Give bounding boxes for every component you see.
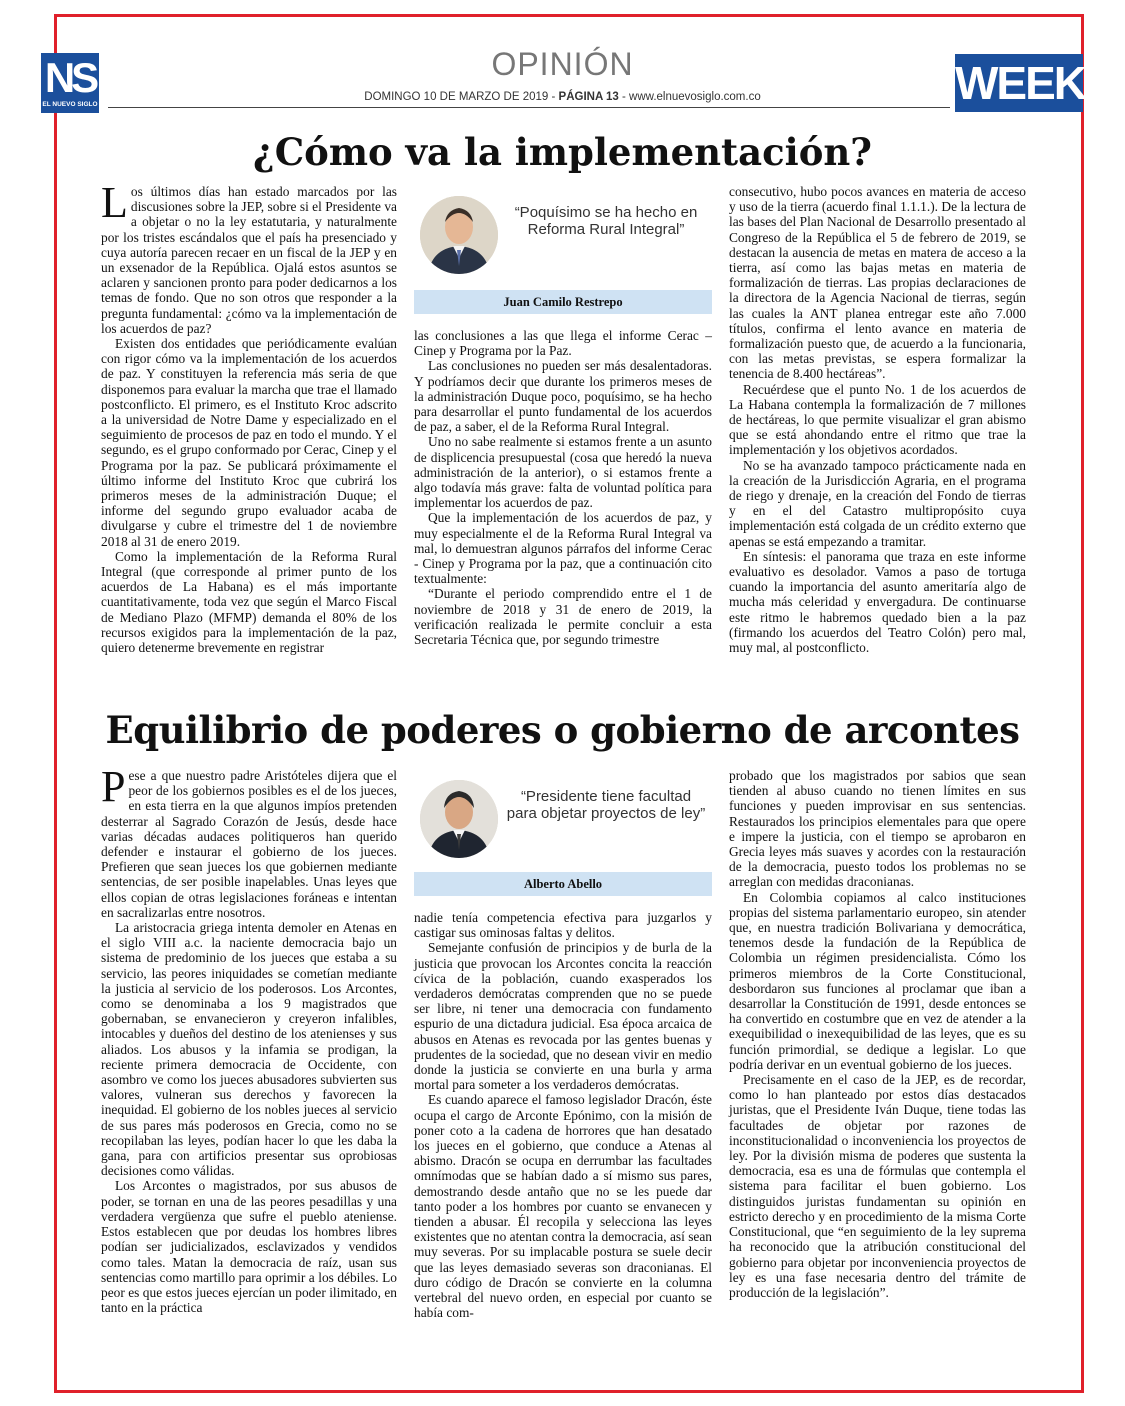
section-title: OPINIÓN bbox=[491, 46, 634, 82]
paragraph bbox=[414, 910, 712, 940]
week-logo: WEEK bbox=[955, 54, 1083, 112]
paragraph-text: Uno no sabe realmente si estamos frente a un asunto de displicencia presupuestal (cosa que heredó la nueva administración de la anterior), o si estamos frente a algo todavía más grave: falta de voluntad política para implementar los acuerdos de paz. bbox=[414, 434, 712, 511]
article2-pull-quote-box bbox=[414, 772, 712, 896]
paragraph-text: Que la implementación de los acuerdos de paz, y muy especialmente el de la Reforma Rural Integral va mal, lo demuestran algunos párrafos del informe Cerac - Cinep y Programa por la paz, que a continuación cito textualmente: bbox=[414, 510, 712, 587]
paragraph-text: Recuérdese que el punto No. 1 de los acuerdos de La Habana contempla la formalización de 7 millones de hectáreas, lo que permite visualizar el gran abismo que se está ahondando entre el ritmo que trae la implementación y los objetivos acordados. bbox=[729, 381, 1026, 458]
paragraph-text: las conclusiones a las que llega el informe Cerac – Cinep y Programa por la Paz. bbox=[414, 328, 712, 359]
paragraph-text: En síntesis: el panorama que traza en este informe evaluativo es desolador. Vamos a paso de tortuga cuando la importancia del asunto ameritaría algo de mucha más celeridad y envergadura. De continuarse este ritmo le habremos quedado bien a la paz (firmando los acuerdos del Teatro Colón) pero mal, muy mal, al postconflicto. bbox=[729, 548, 1026, 656]
dateline-url: - www.elnuevosiglo.com.co bbox=[618, 91, 761, 103]
paragraph-text: Las conclusiones no pueden ser más desalentadoras. Y podríamos decir que durante los primeros meses de la administración Duque poco, poquísimo, se ha hecho para desarrollar el punto fundamental de los acuerdos de paz, a saber, el de la Reforma Rural Integral. bbox=[414, 358, 712, 435]
paragraph bbox=[414, 940, 712, 1092]
drop-cap: L bbox=[101, 178, 128, 227]
dateline-date: DOMINGO 10 DE MARZO DE 2019 - bbox=[364, 91, 559, 103]
paragraph bbox=[101, 762, 397, 920]
paragraph bbox=[414, 1092, 712, 1320]
author-portrait-icon bbox=[420, 780, 498, 858]
article2-author: Alberto Abello bbox=[414, 872, 712, 896]
paragraph-text: “Durante el periodo comprendido entre el 1 de noviembre de 2018 y 31 de enero de 2019, la verificación realizada le permite concluir a esta Secretaria Técnica que, por segundo trimestre bbox=[414, 586, 712, 648]
dateline bbox=[300, 91, 825, 103]
article2-column-3 bbox=[729, 768, 1026, 1368]
article1-column-1 bbox=[101, 178, 397, 694]
el-nuevo-siglo-logo bbox=[41, 53, 99, 113]
paragraph-text: En Colombia copiamos al calco instituciones propias del sistema parlamentario europeo, sin atender que, en nuestra tradición Bolivariana y democrática, tenemos desde la fundación de la República de Colombia un régimen presidencialista. Cómo los primeros miembros de la Corte Constitucional, desbordaron sus funciones al proclamar que iban a desarrollar la Constitución de 1991, desde entonces se ha convertido en costumbre que en vez de atender a la exequibilidad o inexequibilidad de las leyes, que es su función primordial, se dedique a legislar. Lo que podría derivar en un eventual gobierno de los jueces. bbox=[729, 889, 1026, 1072]
article2-column-1 bbox=[101, 762, 397, 1368]
paragraph-text: consecutivo, hubo pocos avances en materia de acceso y uso de la tierra (acuerdo final 1.1.1.). De la lectura de las bases del Plan Nacional de Desarrollo presentado al Congreso de la República el 5 de febrero de 2019, se destacan la ausencia de metas en matera de acceso a la tierra, así como las bajas metas en materia de formalización de tierras. Las propias declaraciones de la directora de la Agencia Nacional de tierras, según las cuales la ANT planea entregar este año 7.000 títulos, confirma el lento avance en materia de formalización puesto que, de acuerdo a la funcionaria, con las metas previstas, se espera formalizar la tenencia de 8.400 hectáreas”. bbox=[729, 184, 1026, 382]
paragraph bbox=[729, 768, 1026, 890]
article1-headline: ¿Cómo va la implementación? bbox=[253, 130, 872, 174]
paragraph-text: Semejante confusión de principios y de burla de la justicia que provocan los Arcontes concita la reacción cívica de la población, cuando exasperados los verdaderos demócratas comprenden que no se puede ser libre, ni tener una democracia con fundamento espurio de una dictadura judicial. Esa época arcaica de abusos en Atenas es revocada por las gentes buenas y prudentes de la sociedad, que no desean vivir en medio donde la justicia se convierte en una burla y arma mortal para someter a los verdaderos demócratas. bbox=[414, 940, 712, 1093]
paragraph bbox=[101, 1178, 397, 1315]
paragraph-text: Precisamente en el caso de la JEP, es de recordar, como lo han planteado por estos días destacados juristas, que el Presidente Iván Duque, tiene todas las facultades de objetar por razones de inconstitucionalidad o inconveniencia los proyectos de ley. Por la división misma de poderes que sustenta la democracia, esa es una de fórmulas que contempla el sistema para facilitar el buen gobierno. Los distinguidos juristas fundamentan su opinión en estricto derecho y en procedimiento de la misma Corte Constitucional, que “en seguimiento de la ley suprema ha reconocido que la atribución constitucional del gobierno para objetar por inconveniencia proyectos de ley es una fase necesaria dentro del trámite de producción de la legislación”. bbox=[729, 1072, 1026, 1300]
article2-column-2 bbox=[414, 910, 712, 1368]
paragraph-text: Los Arcontes o magistrados, por sus abusos de poder, se tornan en una de las peores pesadillas y una verdadera vergüenza que sufre el pueblo ateniense. Estos establecen que por deudas los hombres libres podían ser judicializados, esclavizados y vendidos como tales. Matan la democracia de raíz, usan sus sentencias como martillo para oprimir a los débiles. Lo peor es que estos jueces ejercían un poder ilimitado, en tanto en la práctica bbox=[101, 1178, 397, 1316]
paragraph-text: ese a que nuestro padre Aristóteles dijera que el peor de los gobiernos posibles es el de los jueces, en esta tierra en la que algunos impíos pretenden desterrar al Sagrado Corazón de Jesús, desde hace varias décadas audaces politiqueros han querido defender e instaurar el gobierno de los jueces. Prefieren que sean jueces los que gobiernen mediante sentencias, de ser posible inapelables. Unas leyes que ellos copian de otras legislaciones foráneas e intentan en sacralizarlas entre nosotros. bbox=[101, 768, 397, 920]
article2-pull-quote: “Presidente tiene facultad para objetar proyectos de ley” bbox=[506, 788, 706, 822]
paragraph bbox=[101, 549, 397, 655]
article1-author: Juan Camilo Restrepo bbox=[414, 290, 712, 314]
paragraph bbox=[414, 328, 712, 358]
paragraph-text: nadie tenía competencia efectiva para juzgarlos y castigar sus ominosas faltas y delitos. bbox=[414, 910, 712, 941]
dateline-page: PÁGINA 13 bbox=[558, 91, 619, 103]
paragraph bbox=[729, 890, 1026, 1072]
article1-column-3 bbox=[729, 184, 1026, 694]
paragraph-text: Es cuando aparece el famoso legislador Dracón, éste ocupa el cargo de Arconte Epónimo, con la misión de poner coto a la cadena de horrores que han desatado los jueces en el gobierno, que conduce a Atenas al abismo. Dracón se ocupa en derrumbar las facultades omnímodas que se habían dado a sí mismo sus pares, demostrando desde antaño que no se les puede dar tanto poder a los hombres por cuanto se envanecen y tienden a abusar. Él recopila y selecciona las leyes existentes que no atentan contra la democracia, así sean muy severas. Por su implacable postura se suele decir que las leyes demasiado severas son draconianas. El duro código de Dracón se convierte en la columna vertebral del nuevo orden, en especial por cuanto se había com- bbox=[414, 1092, 712, 1321]
author-portrait-icon bbox=[420, 196, 498, 274]
paragraph bbox=[414, 510, 712, 586]
paragraph bbox=[729, 458, 1026, 549]
paragraph-text: Existen dos entidades que periódicamente evalúan con rigor cómo va la implementación de los acuerdos de paz. Y constituyen la referencia más seria de que disponemos para evaluar la marcha que trae el llamado postconflicto. El primero, es el Instituto Kroc adscrito a la universidad de Notre Dame y especializado en el seguimiento de procesos de paz en todo el mundo. Y el segundo, es el grupo conformado por Cerac, Cinep y el Programa por la paz. Se publicará próximamente el último informe del Instituto Kroc que cubrirá los primeros meses de la administración Duque; el informe del segundo grupo evaluador acaba de divulgarse y cubre el trimestre del 1 de noviembre 2018 al 31 de enero 2019. bbox=[101, 336, 397, 549]
masthead-rule bbox=[108, 107, 950, 108]
paragraph bbox=[414, 358, 712, 434]
ns-logo-letters: NS bbox=[44, 54, 96, 101]
paragraph-text: Como la implementación de la Reforma Rural Integral (que corresponde al primer punto de los acuerdos de La Habana) es el más importante cuantitativamente, toda vez que según el Marco Fiscal de Mediano Plazo (MFMP) demanda el 80% de los recursos exigidos para la implementación de la paz, quiero detenerme brevemente en registrar bbox=[101, 548, 397, 656]
paragraph bbox=[414, 434, 712, 510]
paragraph bbox=[729, 382, 1026, 458]
paragraph-text: os últimos días han estado marcados por las discusiones sobre la JEP, sobre si el Presidente va a objetar o no la ley estatutaria, y naturalmente por los tristes escándalos que el país ha presenciado y cuya autoría parecen recaer en un fiscal de la JEP y en un exsenador de la República. Ojalá estos asuntos se aclaren y sancionen pronto para poder dedicarnos a los temas de fondo. Que no son otros que responder a la pregunta fundamental: ¿cómo va la implementación de los acuerdos de paz? bbox=[101, 184, 397, 336]
paragraph bbox=[729, 184, 1026, 382]
paragraph bbox=[729, 1072, 1026, 1300]
paragraph-text: probado que los magistrados por sabios que sean tienden al abuso cuando no tienen límites en sus funciones y pueden improvisar en sus sentencias. Restaurados los principios elementales para que opere e impere la justicia, con el tiempo se aprobaron en Grecia leyes más suaves y acordes con la restauración de la democracia, puesto todos los problemas no se arreglan con medidas draconianas. bbox=[729, 768, 1026, 890]
article1-column-2 bbox=[414, 328, 712, 688]
article2-headline: Equilibrio de poderes o gobierno de arcontes bbox=[105, 708, 1020, 752]
drop-cap: P bbox=[101, 762, 126, 811]
paragraph bbox=[101, 920, 397, 1178]
paragraph-text: No se ha avanzado tampoco prácticamente nada en la creación de la Jurisdicción Agraria, en el programa de riego y drenaje, en la creación del Fondo de tierras y en el del Catastro multipropósito cuya implementación está colgada de un crédito externo que apenas se está empezando a tramitar. bbox=[729, 457, 1026, 549]
article1-pull-quote: “Poquísimo se ha hecho en Reforma Rural Integral” bbox=[514, 204, 698, 238]
paragraph bbox=[101, 336, 397, 549]
paragraph bbox=[101, 178, 397, 336]
ns-logo-subtitle: EL NUEVO SIGLO bbox=[42, 101, 98, 108]
article1-pull-quote-box bbox=[414, 188, 712, 314]
paragraph bbox=[414, 586, 712, 647]
paragraph bbox=[729, 549, 1026, 655]
paragraph-text: La aristocracia griega intenta demoler en Atenas en el siglo VIII a.c. la naciente democracia bajo un sistema de predominio de los jueces que estaba a su servicio, las peores iniquidades se cometían mediante la justicia al servicio de los poderosos. Los Arcontes, como se denominaba a los 9 magistrados que gobernaban, se envanecieron y creyeron infalibles, intocables y dueños del destino de los atenienses y sus aliados. Los abusos y la infamia se prodigan, la reciente primera democracia de Occidente, con asombro ve como los jueces abusadores subvierten sus valores, vulneran sus derechos y favorecen la inequidad. El gobierno de los nobles jueces al servicio de sus pares más poderosos en Grecia, como no se recopilaban las leyes, podían hacer lo que les daba la gana, para con artificios presentar sus oprobiosas decisiones como válidas. bbox=[101, 920, 397, 1179]
